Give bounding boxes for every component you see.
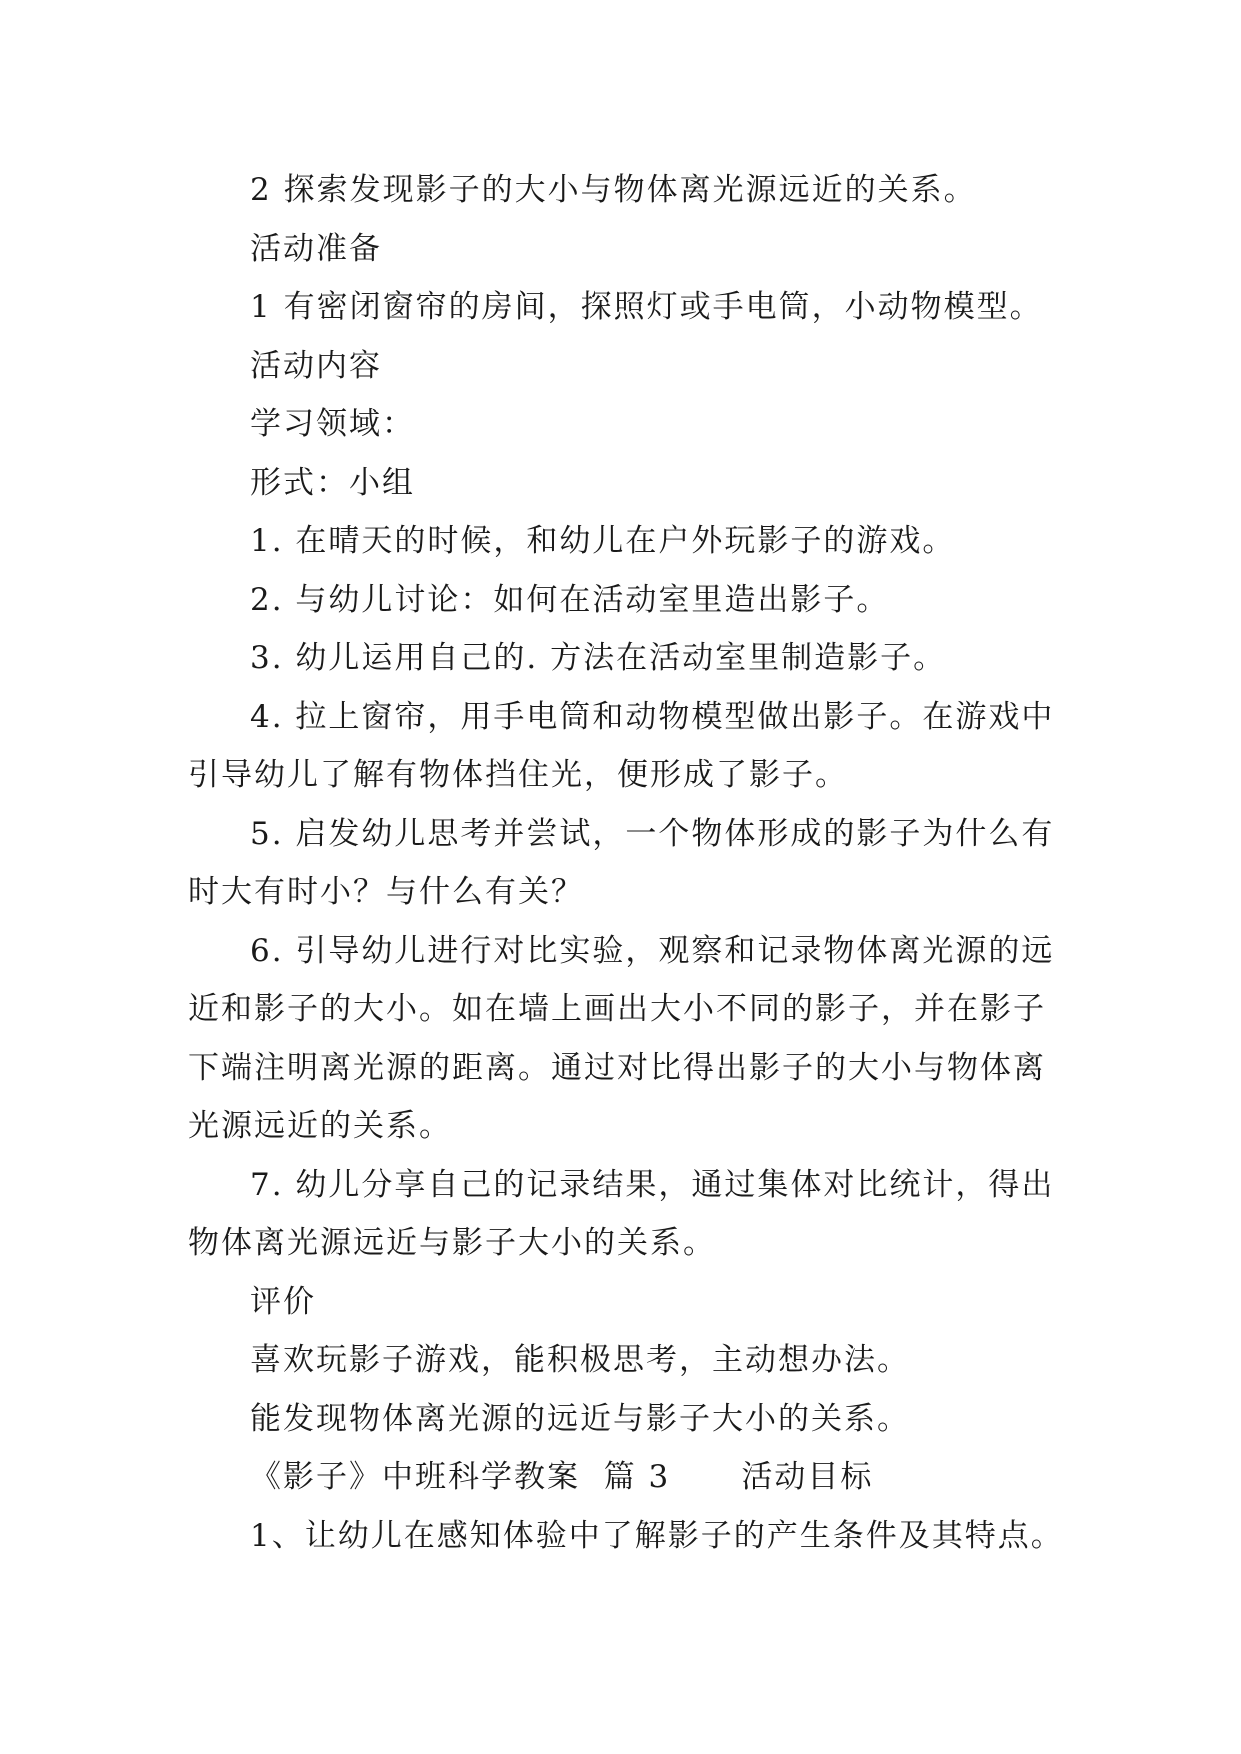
preparation-heading: 活动准备 (250, 230, 382, 267)
evaluation-item-2: 能发现物体离光源的远近与影子大小的关系。 (250, 1400, 910, 1437)
lesson-3-goal-1: 1、让幼儿在感知体验中了解影子的产生条件及其特点。 (250, 1517, 1064, 1554)
document-body (188, 161, 1068, 1565)
step-3-paragraph: 3. 幼儿运用自己的. 方法在活动室里制造影子。 (250, 640, 947, 676)
evaluation-item-1: 喜欢玩影子游戏，能积极思考，主动想办法。 (250, 1342, 910, 1378)
lesson-3-title-line: 《影子》中班科学教案 篇 3 活动目标 (250, 1459, 874, 1495)
goal-2-paragraph: 2 探索发现影子的大小与物体离光源远近的关系。 (250, 172, 977, 208)
learning-domain-line: 学习领域： (250, 406, 415, 442)
step-7-paragraph: 7. 幼儿分享自己的记录结果，通过集体对比统计，得出物体离光源远近与影子大小的关系。 (188, 1166, 1055, 1261)
step-6-paragraph: 6. 引导幼儿进行对比实验，观察和记录物体离光源的远近和影子的大小。如在墙上画出大小不同的影子，并在影子下端注明离光源的距离。通过对比得出影子的大小与物体离光源远近的关系。 (188, 932, 1055, 1144)
step-5-paragraph: 5. 启发幼儿思考并尝试，一个物体形成的影子为什么有时大有时小？与什么有关？ (188, 815, 1055, 910)
preparation-item-1: 1 有密闭窗帘的房间，探照灯或手电筒，小动物模型。 (250, 289, 1043, 325)
step-2-paragraph: 2. 与幼儿讨论：如何在活动室里造出影子。 (250, 581, 890, 618)
format-line: 形式：小组 (250, 464, 415, 501)
step-4-paragraph: 4. 拉上窗帘，用手电筒和动物模型做出影子。在游戏中引导幼儿了解有物体挡住光，便形成了影子。 (188, 698, 1055, 793)
content-heading: 活动内容 (250, 347, 382, 384)
step-1-paragraph: 1. 在晴天的时候，和幼儿在户外玩影子的游戏。 (250, 523, 956, 559)
evaluation-heading: 评价 (250, 1283, 316, 1320)
